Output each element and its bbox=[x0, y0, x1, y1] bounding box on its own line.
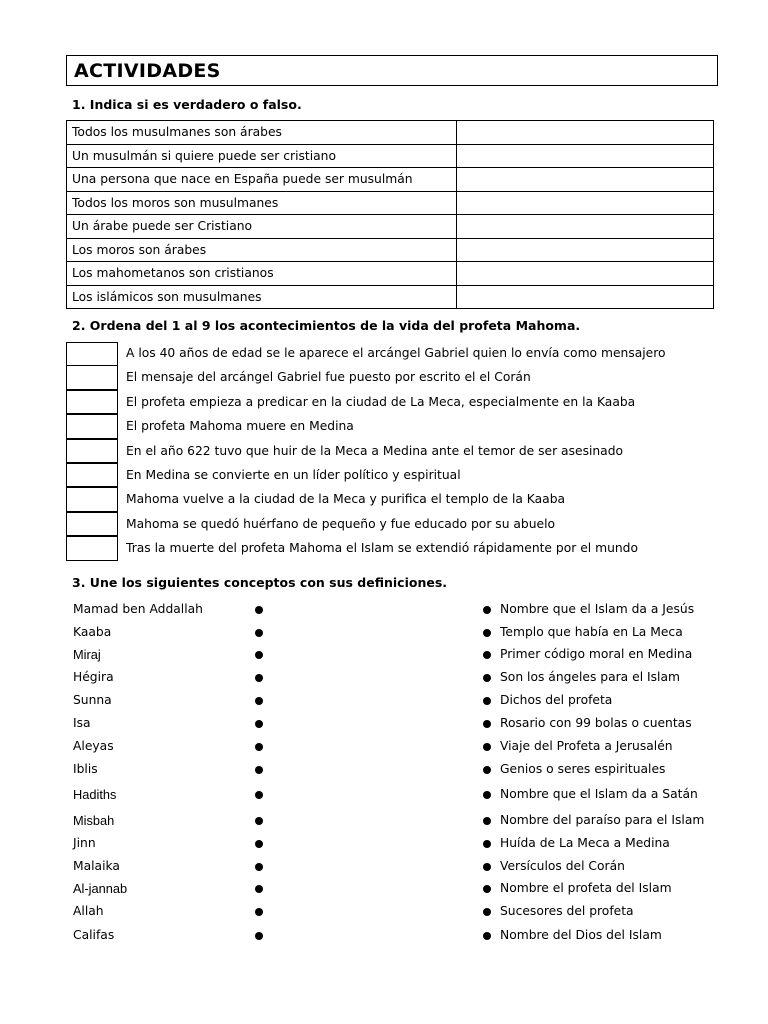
section3-heading: 3. Une los siguientes conceptos con sus definiciones. bbox=[72, 575, 448, 590]
bullet-icon[interactable] bbox=[255, 697, 263, 705]
bullet-icon[interactable] bbox=[255, 629, 263, 637]
statement: Un árabe puede ser Cristiano bbox=[67, 215, 457, 239]
list-item bbox=[66, 342, 666, 366]
statement: Los islámicos son musulmanes bbox=[67, 285, 457, 309]
bullet-icon[interactable] bbox=[255, 720, 263, 728]
bullet-icon[interactable] bbox=[483, 908, 491, 916]
page-title: ACTIVIDADES bbox=[74, 60, 221, 82]
list-item bbox=[66, 366, 666, 390]
answer-cell[interactable] bbox=[457, 191, 714, 215]
event-text: El mensaje del arcángel Gabriel fue puesto por escrito el el Corán bbox=[126, 370, 531, 385]
answer-cell[interactable] bbox=[457, 262, 714, 286]
event-text: Mahoma vuelve a la ciudad de la Meca y purifica el templo de la Kaaba bbox=[126, 492, 566, 507]
event-text: A los 40 años de edad se le aparece el arcángel Gabriel quien lo envía como mensajero bbox=[126, 346, 666, 360]
match-row bbox=[0, 859, 768, 879]
answer-cell[interactable] bbox=[457, 144, 714, 168]
order-number-box[interactable] bbox=[66, 365, 118, 389]
concept-definition: Versículos del Corán bbox=[500, 859, 625, 873]
title-box bbox=[66, 55, 718, 86]
bullet-icon[interactable] bbox=[483, 791, 491, 799]
concept-definition: Nombre el profeta del Islam bbox=[500, 881, 672, 895]
bullet-icon[interactable] bbox=[483, 606, 491, 614]
bullet-icon[interactable] bbox=[255, 932, 263, 940]
match-row bbox=[0, 625, 768, 645]
bullet-icon[interactable] bbox=[483, 840, 491, 848]
bullet-icon[interactable] bbox=[483, 766, 491, 774]
event-text: En el año 622 tuvo que huir de la Meca a Medina ante el temor de ser asesinado bbox=[126, 443, 624, 458]
event-text: Tras la muerte del profeta Mahoma el Islam se extendió rápidamente por el mundo bbox=[126, 541, 638, 556]
concept-definition: Templo que había en La Meca bbox=[500, 625, 683, 639]
answer-cell[interactable] bbox=[457, 121, 714, 145]
table-row bbox=[67, 121, 714, 145]
concept-term: Isa bbox=[73, 716, 91, 730]
bullet-icon[interactable] bbox=[255, 908, 263, 916]
section1-heading: 1. Indica si es verdadero o falso. bbox=[72, 97, 302, 112]
match-row bbox=[0, 787, 768, 807]
order-number-box[interactable] bbox=[66, 342, 118, 366]
concept-definition: Dichos del profeta bbox=[500, 693, 613, 707]
table-row bbox=[67, 262, 714, 286]
bullet-icon[interactable] bbox=[255, 863, 263, 871]
concept-term: Mamad ben Addallah bbox=[73, 602, 203, 616]
concept-definition: Viaje del Profeta a Jerusalén bbox=[500, 739, 673, 753]
statement: Todos los moros son musulmanes bbox=[67, 191, 457, 215]
concept-term: Iblis bbox=[73, 762, 98, 776]
concept-definition: Rosario con 99 bolas o cuentas bbox=[500, 716, 692, 730]
table-row bbox=[67, 191, 714, 215]
match-row bbox=[0, 762, 768, 782]
statement: Todos los musulmanes son árabes bbox=[67, 121, 457, 145]
bullet-icon[interactable] bbox=[255, 817, 263, 825]
concept-term: Allah bbox=[73, 904, 104, 918]
concept-term: Hégira bbox=[73, 670, 114, 684]
match-row bbox=[0, 670, 768, 690]
list-item bbox=[66, 513, 666, 537]
bullet-icon[interactable] bbox=[483, 817, 491, 825]
table-row bbox=[67, 215, 714, 239]
concept-term: Jinn bbox=[73, 836, 96, 850]
answer-cell[interactable] bbox=[457, 285, 714, 309]
bullet-icon[interactable] bbox=[483, 674, 491, 682]
concept-term: Hadiths bbox=[73, 787, 117, 802]
bullet-icon[interactable] bbox=[255, 766, 263, 774]
bullet-icon[interactable] bbox=[483, 885, 491, 893]
section2-heading: 2. Ordena del 1 al 9 los acontecimientos de la vida del profeta Mahoma. bbox=[72, 318, 581, 333]
concept-term: Sunna bbox=[73, 693, 112, 707]
list-item bbox=[66, 488, 666, 512]
bullet-icon[interactable] bbox=[483, 697, 491, 705]
concept-term: Miraj bbox=[73, 647, 101, 662]
order-list bbox=[66, 342, 666, 562]
match-row bbox=[0, 904, 768, 924]
order-number-box[interactable] bbox=[66, 414, 118, 438]
order-number-box[interactable] bbox=[66, 390, 118, 414]
concept-definition: Nombre del paraíso para el Islam bbox=[500, 813, 705, 827]
list-item bbox=[66, 440, 666, 464]
table-row bbox=[67, 285, 714, 309]
bullet-icon[interactable] bbox=[483, 720, 491, 728]
concept-definition: Primer código moral en Medina bbox=[500, 647, 693, 661]
bullet-icon[interactable] bbox=[255, 791, 263, 799]
match-row bbox=[0, 647, 768, 667]
concept-definition: Nombre que el Islam da a Jesús bbox=[500, 602, 695, 616]
list-item bbox=[66, 464, 666, 488]
statement: Los mahometanos son cristianos bbox=[67, 262, 457, 286]
order-number-box[interactable] bbox=[66, 536, 118, 560]
match-row bbox=[0, 813, 768, 833]
concept-term: Kaaba bbox=[73, 625, 112, 639]
true-false-table bbox=[66, 120, 714, 309]
event-text: El profeta Mahoma muere en Medina bbox=[126, 419, 354, 434]
concept-term: Malaika bbox=[73, 859, 120, 873]
concept-definition: Nombre del Dios del Islam bbox=[500, 928, 662, 942]
match-row bbox=[0, 693, 768, 713]
bullet-icon[interactable] bbox=[483, 629, 491, 637]
bullet-icon[interactable] bbox=[255, 840, 263, 848]
statement: Una persona que nace en España puede ser musulmán bbox=[67, 168, 457, 192]
event-text: El profeta empieza a predicar en la ciudad de La Meca, especialmente en la Kaaba bbox=[126, 394, 636, 409]
concept-term: Aleyas bbox=[73, 739, 114, 753]
concept-definition: Huída de La Meca a Medina bbox=[500, 836, 670, 850]
match-row bbox=[0, 602, 768, 622]
answer-cell[interactable] bbox=[457, 238, 714, 262]
match-row bbox=[0, 836, 768, 856]
match-row bbox=[0, 881, 768, 901]
match-row bbox=[0, 739, 768, 759]
bullet-icon[interactable] bbox=[255, 606, 263, 614]
bullet-icon[interactable] bbox=[483, 651, 491, 659]
order-number-box[interactable] bbox=[66, 512, 118, 536]
match-row bbox=[0, 928, 768, 948]
event-text: Mahoma se quedó huérfano de pequeño y fue educado por su abuelo bbox=[126, 516, 556, 531]
bullet-icon[interactable] bbox=[255, 651, 263, 659]
event-text: En Medina se convierte en un líder político y espiritual bbox=[126, 467, 461, 482]
order-number-box[interactable] bbox=[66, 487, 118, 511]
table-row bbox=[67, 168, 714, 192]
order-number-box[interactable] bbox=[66, 463, 118, 487]
statement: Los moros son árabes bbox=[67, 238, 457, 262]
statement: Un musulmán si quiere puede ser cristiano bbox=[67, 144, 457, 168]
match-row bbox=[0, 716, 768, 736]
concept-definition: Sucesores del profeta bbox=[500, 904, 634, 918]
bullet-icon[interactable] bbox=[483, 863, 491, 871]
bullet-icon[interactable] bbox=[255, 885, 263, 893]
table-row bbox=[67, 238, 714, 262]
answer-cell[interactable] bbox=[457, 168, 714, 192]
concept-term: Al-jannab bbox=[73, 881, 128, 896]
list-item bbox=[66, 415, 666, 439]
list-item bbox=[66, 537, 666, 561]
concept-term: Califas bbox=[73, 928, 115, 942]
list-item bbox=[66, 391, 666, 415]
concept-definition: Nombre que el Islam da a Satán bbox=[500, 787, 698, 801]
answer-cell[interactable] bbox=[457, 215, 714, 239]
bullet-icon[interactable] bbox=[483, 743, 491, 751]
bullet-icon[interactable] bbox=[255, 674, 263, 682]
bullet-icon[interactable] bbox=[483, 932, 491, 940]
concept-term: Misbah bbox=[73, 813, 115, 828]
concept-definition: Genios o seres espirituales bbox=[500, 762, 666, 776]
concept-definition: Son los ángeles para el Islam bbox=[500, 670, 680, 684]
table-row bbox=[67, 144, 714, 168]
order-number-box[interactable] bbox=[66, 439, 118, 463]
bullet-icon[interactable] bbox=[255, 743, 263, 751]
